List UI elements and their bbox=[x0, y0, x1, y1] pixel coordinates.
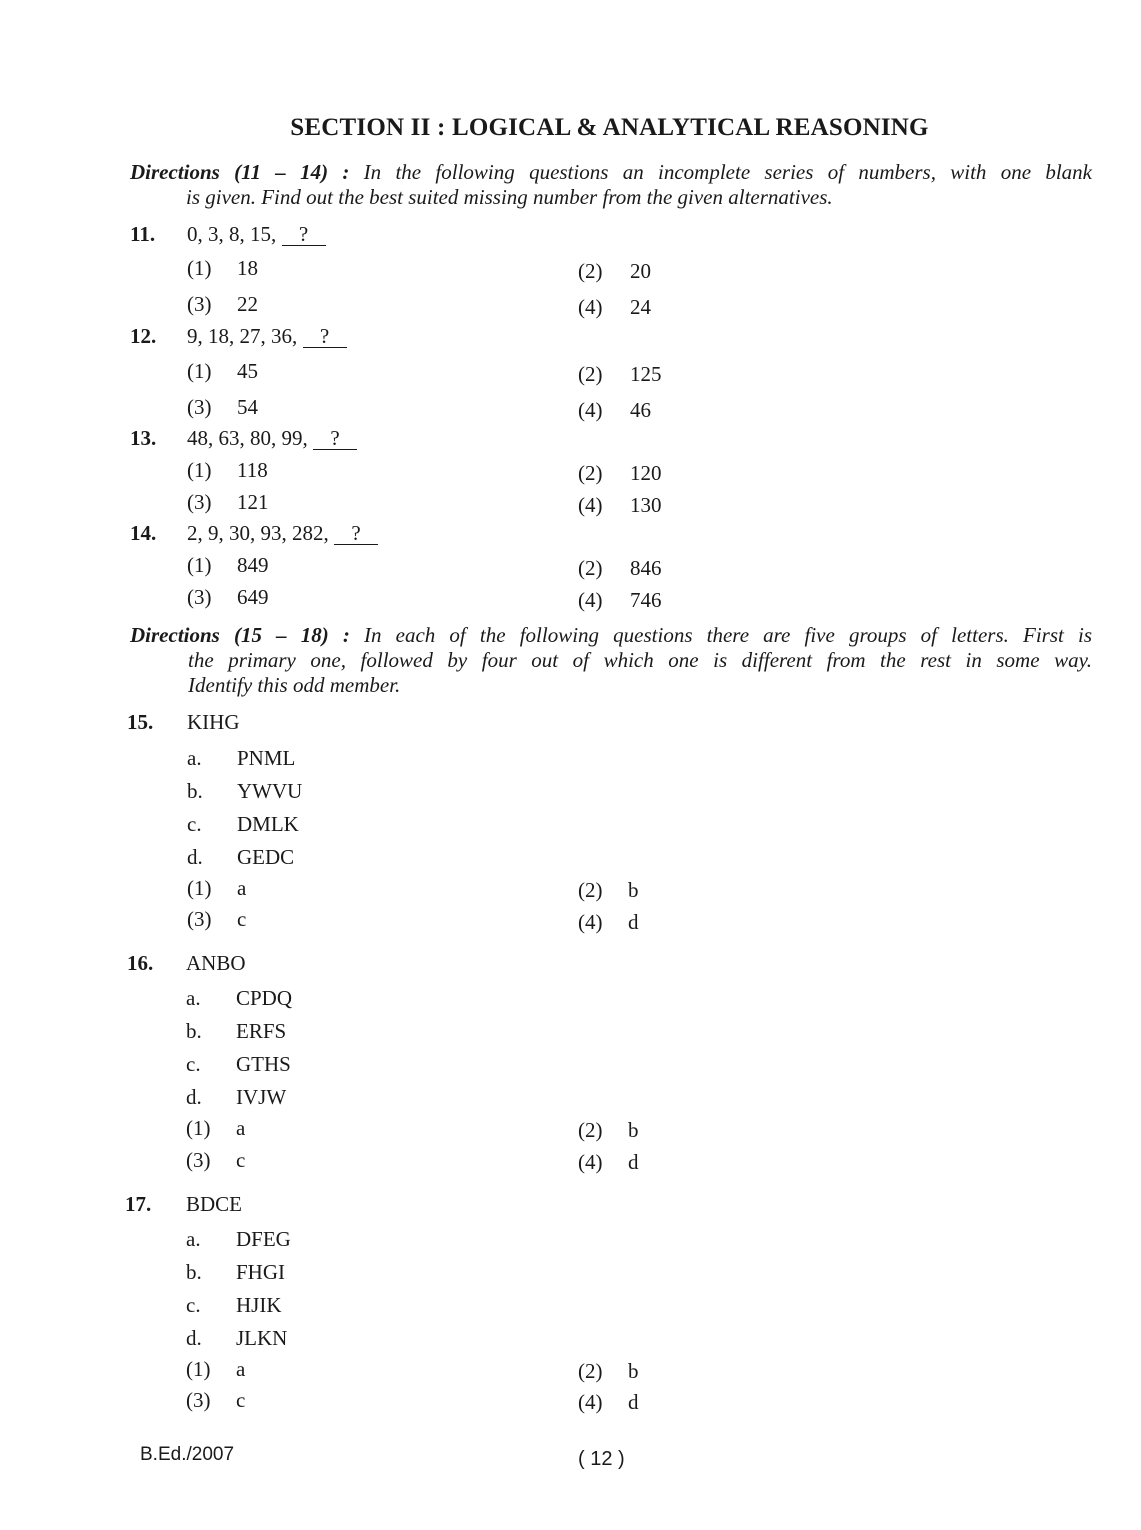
group-text: ERFS bbox=[236, 1019, 287, 1043]
option-text: d bbox=[628, 1150, 639, 1174]
option-label: (1) bbox=[187, 256, 212, 280]
option-label: (2) bbox=[578, 259, 603, 283]
section-title: SECTION II : LOGICAL & ANALYTICAL REASONING bbox=[290, 114, 929, 141]
group-text: JLKN bbox=[236, 1326, 288, 1350]
directions-text: is given. Find out the best suited missing number from the given alternatives. bbox=[186, 185, 833, 209]
option-text: 649 bbox=[237, 585, 269, 609]
option-label: (4) bbox=[578, 1390, 603, 1414]
option-text: d bbox=[628, 910, 639, 934]
option-label: (1) bbox=[186, 1116, 211, 1140]
option-label: (4) bbox=[578, 295, 603, 319]
question-number: 11. bbox=[130, 222, 156, 246]
group-label: b. bbox=[186, 1019, 202, 1043]
question-number: 13. bbox=[130, 426, 157, 450]
answer-blank: ? bbox=[303, 325, 347, 348]
series-text: 48, 63, 80, 99, bbox=[187, 426, 308, 450]
option-label: (1) bbox=[187, 458, 212, 482]
question-stem: ANBO bbox=[186, 951, 246, 975]
group-text: PNML bbox=[237, 746, 296, 770]
answer-blank: ? bbox=[282, 223, 326, 246]
option-text: d bbox=[628, 1390, 639, 1414]
group-text: DMLK bbox=[237, 812, 299, 836]
question-number: 12. bbox=[130, 324, 157, 348]
option-label: (2) bbox=[578, 362, 603, 386]
option-text: a bbox=[237, 876, 247, 900]
group-label: a. bbox=[186, 1227, 201, 1251]
option-label: (3) bbox=[186, 1388, 211, 1412]
option-text: 18 bbox=[237, 256, 258, 280]
group-label: d. bbox=[186, 1326, 202, 1350]
option-text: 849 bbox=[237, 553, 269, 577]
option-text: 130 bbox=[630, 493, 662, 517]
option-label: (4) bbox=[578, 398, 603, 422]
series-text: 0, 3, 8, 15, bbox=[187, 222, 277, 246]
option-text: 125 bbox=[630, 362, 662, 386]
footer-exam-code: B.Ed./2007 bbox=[140, 1444, 235, 1465]
page-number: ( 12 ) bbox=[578, 1448, 625, 1470]
option-text: c bbox=[236, 1388, 246, 1412]
directions-label: Directions (11 – 14) : bbox=[130, 160, 350, 184]
option-label: (3) bbox=[186, 1148, 211, 1172]
option-label: (3) bbox=[187, 907, 212, 931]
option-label: (1) bbox=[187, 359, 212, 383]
group-text: DFEG bbox=[236, 1227, 291, 1251]
option-label: (3) bbox=[187, 585, 212, 609]
option-text: 120 bbox=[630, 461, 662, 485]
answer-blank: ? bbox=[334, 522, 378, 545]
group-label: c. bbox=[186, 1052, 201, 1076]
group-text: HJIK bbox=[236, 1293, 282, 1317]
group-text: GEDC bbox=[237, 845, 295, 869]
option-text: 118 bbox=[237, 458, 268, 482]
group-label: d. bbox=[186, 1085, 202, 1109]
directions-text: In each of the following questions there are five groups of letters. First is bbox=[364, 623, 1092, 647]
option-text: a bbox=[236, 1357, 246, 1381]
option-text: 24 bbox=[630, 295, 651, 319]
series-text: 9, 18, 27, 36, bbox=[187, 324, 298, 348]
question-stem: BDCE bbox=[186, 1192, 243, 1216]
option-text: 20 bbox=[630, 259, 651, 283]
option-label: (3) bbox=[187, 490, 212, 514]
option-label: (4) bbox=[578, 1150, 603, 1174]
directions-label: Directions (15 – 18) : bbox=[130, 623, 350, 647]
directions-text: In the following questions an incomplete series of numbers, with one blank bbox=[363, 160, 1092, 184]
option-text: 46 bbox=[630, 398, 651, 422]
option-text: 54 bbox=[237, 395, 258, 419]
option-label: (2) bbox=[578, 556, 603, 580]
option-label: (3) bbox=[187, 292, 212, 316]
option-text: c bbox=[236, 1148, 246, 1172]
option-label: (1) bbox=[187, 553, 212, 577]
group-label: a. bbox=[187, 746, 202, 770]
group-text: IVJW bbox=[236, 1085, 287, 1109]
option-text: b bbox=[628, 878, 639, 902]
option-label: (2) bbox=[578, 1118, 603, 1142]
group-label: c. bbox=[186, 1293, 201, 1317]
option-label: (1) bbox=[186, 1357, 211, 1381]
group-label: b. bbox=[186, 1260, 202, 1284]
group-label: b. bbox=[187, 779, 203, 803]
directions-text: the primary one, followed by four out of which one is different from the rest in some way. bbox=[188, 648, 1092, 672]
option-label: (2) bbox=[578, 1359, 603, 1383]
option-text: 121 bbox=[237, 490, 269, 514]
option-label: (2) bbox=[578, 878, 603, 902]
question-number: 17. bbox=[125, 1192, 152, 1216]
group-label: c. bbox=[187, 812, 202, 836]
option-text: 45 bbox=[237, 359, 258, 383]
option-text: b bbox=[628, 1118, 639, 1142]
question-series bbox=[187, 426, 357, 451]
directions-text: Identify this odd member. bbox=[188, 673, 401, 697]
question-number: 14. bbox=[130, 521, 157, 545]
group-text: GTHS bbox=[236, 1052, 291, 1076]
option-label: (3) bbox=[187, 395, 212, 419]
group-text: FHGI bbox=[236, 1260, 286, 1284]
answer-blank: ? bbox=[313, 427, 357, 450]
group-text: CPDQ bbox=[236, 986, 293, 1010]
option-label: (4) bbox=[578, 910, 603, 934]
option-text: 746 bbox=[630, 588, 662, 612]
question-number: 16. bbox=[127, 951, 154, 975]
directions-11-14 bbox=[130, 160, 1092, 210]
option-label: (2) bbox=[578, 461, 603, 485]
series-text: 2, 9, 30, 93, 282, bbox=[187, 521, 329, 545]
group-label: d. bbox=[187, 845, 203, 869]
question-series bbox=[187, 222, 326, 247]
option-text: 846 bbox=[630, 556, 662, 580]
option-label: (4) bbox=[578, 493, 603, 517]
question-series bbox=[187, 324, 347, 349]
option-label: (4) bbox=[578, 588, 603, 612]
question-number: 15. bbox=[127, 710, 154, 734]
option-label: (1) bbox=[187, 876, 212, 900]
group-text: YWVU bbox=[237, 779, 303, 803]
option-text: b bbox=[628, 1359, 639, 1383]
group-label: a. bbox=[186, 986, 201, 1010]
option-text: 22 bbox=[237, 292, 258, 316]
question-series bbox=[187, 521, 378, 546]
option-text: a bbox=[236, 1116, 246, 1140]
option-text: c bbox=[237, 907, 247, 931]
directions-15-18 bbox=[130, 623, 1092, 698]
question-stem: KIHG bbox=[187, 710, 240, 734]
